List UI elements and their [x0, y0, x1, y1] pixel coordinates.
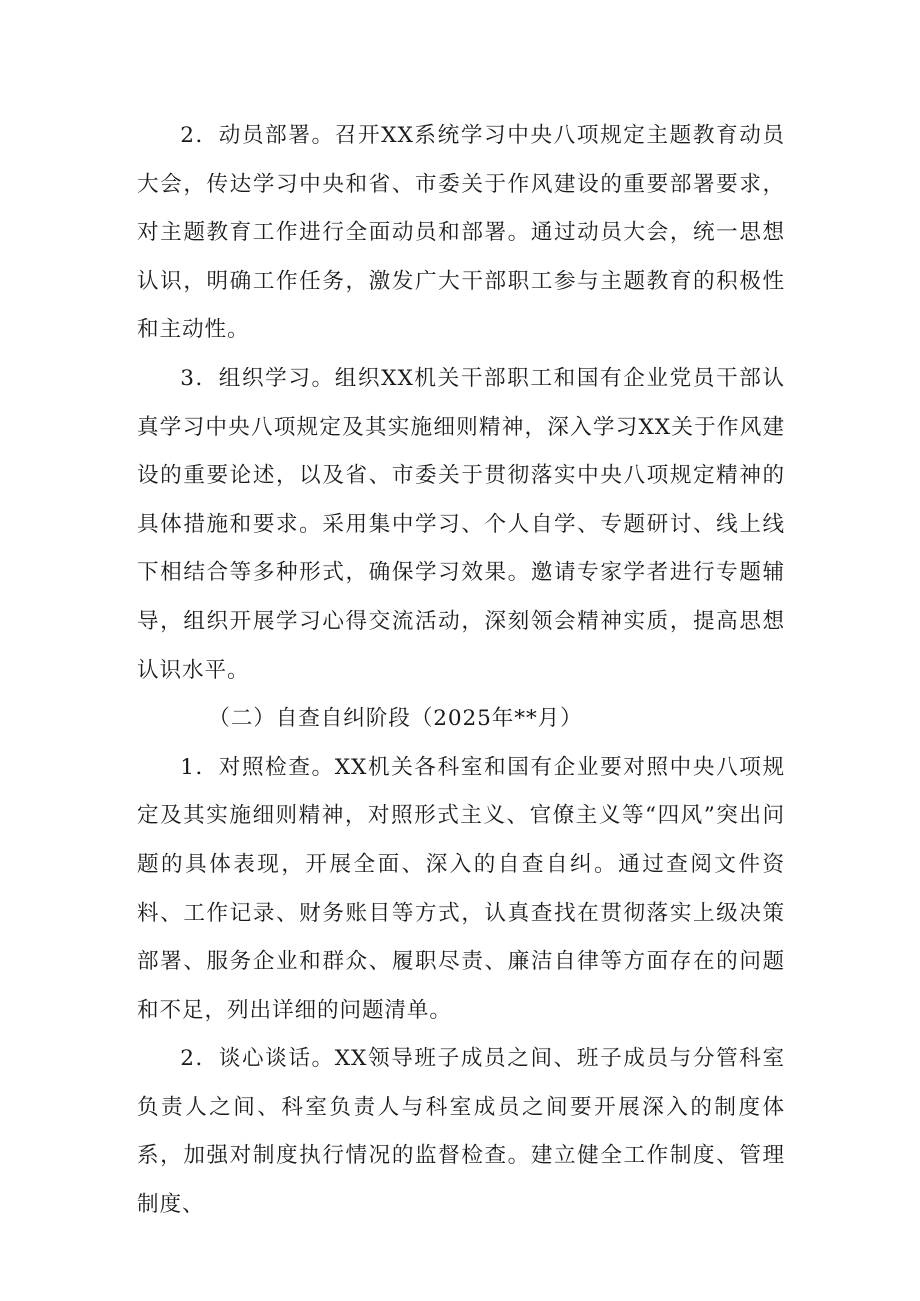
document-body	[137, 112, 785, 1230]
paragraph-heart-to-heart-talk: 2．谈心谈话。XX领导班子成员之间、班子成员与分管科室负责人之间、科室负责人与科室成员之间要开展深入的制度体系，加强对制度执行情况的监督检查。建立健全工作制度、管理制度、	[137, 1046, 785, 1218]
section-heading-self-inspection: （二）自查自纠阶段（2025年**月）	[208, 706, 583, 732]
paragraph-mobilization: 2．动员部署。召开XX系统学习中央八项规定主题教育动员大会，传达学习中央和省、市委关于作风建设的重要部署要求，对主题教育工作进行全面动员和部署。通过动员大会，统一思想认识，明确工作任务，激发广大干部职工参与主题教育的积极性和主动性。	[137, 123, 785, 343]
paragraph-check-against: 1．对照检查。XX机关各科室和国有企业要对照中央八项规定及其实施细则精神，对照形式主义、官僚主义等“四风”突出问题的具体表现，开展全面、深入的自查自纠。通过查阅文件资料、工作记录、财务账目等方式，认真查找在贯彻落实上级决策部署、服务企业和群众、履职尽责、廉洁自律等方面存在的问题和不足，列出详细的问题清单。	[137, 754, 785, 1023]
paragraph-organize-study: 3．组织学习。组织XX机关干部职工和国有企业党员干部认真学习中央八项规定及其实施细则精神，深入学习XX关于作风建设的重要论述，以及省、市委关于贯彻落实中央八项规定精神的具体措施和要求。采用集中学习、个人自学、专题研讨、线上线下相结合等多种形式，确保学习效果。邀请专家学者进行专题辅导，组织开展学习心得交流活动，深刻领会精神实质，提高思想认识水平。	[137, 365, 785, 683]
